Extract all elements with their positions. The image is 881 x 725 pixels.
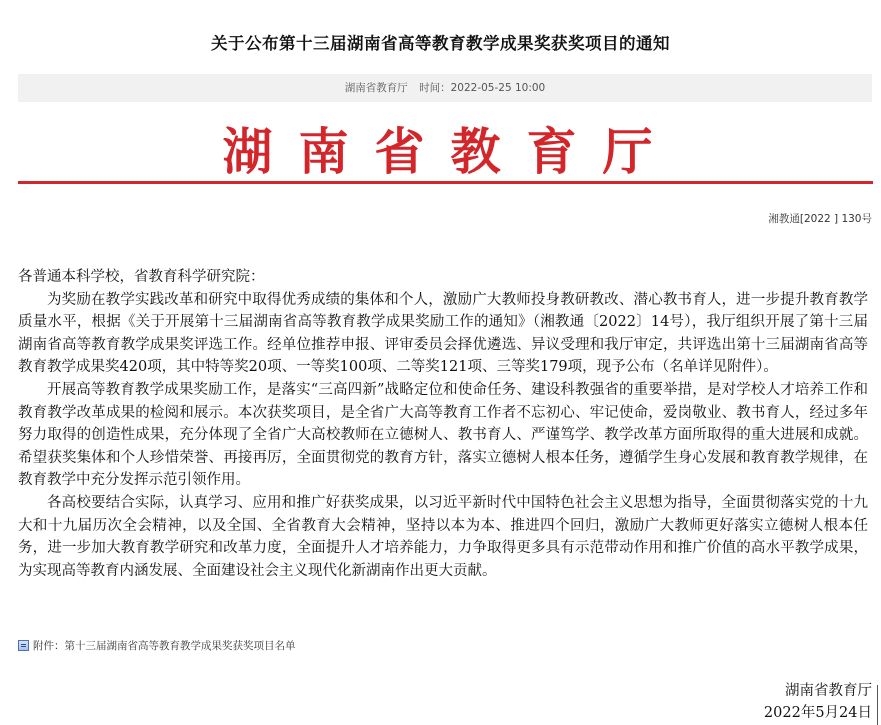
page-title: 关于公布第十三届湖南省高等教育教学成果奖获奖项目的通知: [211, 34, 670, 53]
attachment-link[interactable]: [18, 638, 296, 653]
document-number: 湘教通[2022 ] 130号: [768, 213, 872, 225]
notice-body: [18, 266, 868, 582]
article-meta-bar: [18, 74, 872, 102]
signature-block: [764, 680, 872, 724]
signature-date: 2022年5月24日: [763, 705, 872, 721]
attachment-label[interactable]: 附件：第十三届湖南省高等教育教学成果奖获奖项目名单: [33, 640, 296, 652]
page-edge-divider: [877, 685, 878, 725]
body-paragraph-1: 为奖励在教学实践改革和研究中取得优秀成绩的集体和个人，激励广大教师投身教研教改、潜心教书育人，进一步提升教育教学质量水平，根据《关于开展第十三届湖南省高等教育教学成果奖励工作的通知》（湘教通〔2022〕14号），我厅组织开展了第十三届湖南省高等教育教学成果奖评选工作。经单位推荐申报、评审委员会择优遴选、异议受理和我厅审定，共评选出第十三届湖南省高等教育教学成果奖420项，其中特等奖20项、一等奖100项、二等奖121项、三等奖179项，现予公布（名单详见附件）。: [18, 291, 868, 376]
signature-org: 湖南省教育厅: [785, 683, 872, 699]
letterhead-org-name: 湖南省教育厅: [222, 122, 679, 181]
source-label: 湖南省教育厅: [344, 82, 408, 94]
salutation: 各普通本科学校，省教育科学研究院：: [18, 269, 265, 285]
document-icon: [18, 640, 29, 651]
body-paragraph-3: 各高校要结合实际，认真学习、应用和推广好获奖成果，以习近平新时代中国特色社会主义思想为指导，全面贯彻落实党的十九大和十九届历次全会精神，以及全国、全省教育大会精神，坚持以本为本、推进四个回归，激励广大教师更好落实立德树人根本任务，进一步加大教育教学研究和改革力度，全面提升人才培养能力，力争取得更多具有示范带动作用和推广价值的高水平教学成果，为实现高等教育内涵发展、全面建设社会主义现代化新湖南作出更大贡献。: [18, 494, 868, 579]
publish-time: 时间：2022-05-25 10:00: [419, 82, 546, 94]
letterhead-red-divider: [18, 181, 873, 184]
body-paragraph-2: 开展高等教育教学成果奖励工作，是落实“三高四新”战略定位和使命任务、建设科教强省的重要举措，是对学校人才培养工作和教育教学改革成果的检阅和展示。本次获奖项目，是全省广大高等教育工作者不忘初心、牢记使命，爱岗敬业、教书育人，经过多年努力取得的创造性成果，充分体现了全省广大高校教师在立德树人、教书育人、严谨笃学、教学改革方面所取得的重大进展和成就。希望获奖集体和个人珍惜荣誉、再接再厉，全面贯彻党的教育方针，落实立德树人根本任务，遵循学生身心发展和教育教学规律，在教育教学中充分发挥示范引领作用。: [18, 381, 868, 489]
